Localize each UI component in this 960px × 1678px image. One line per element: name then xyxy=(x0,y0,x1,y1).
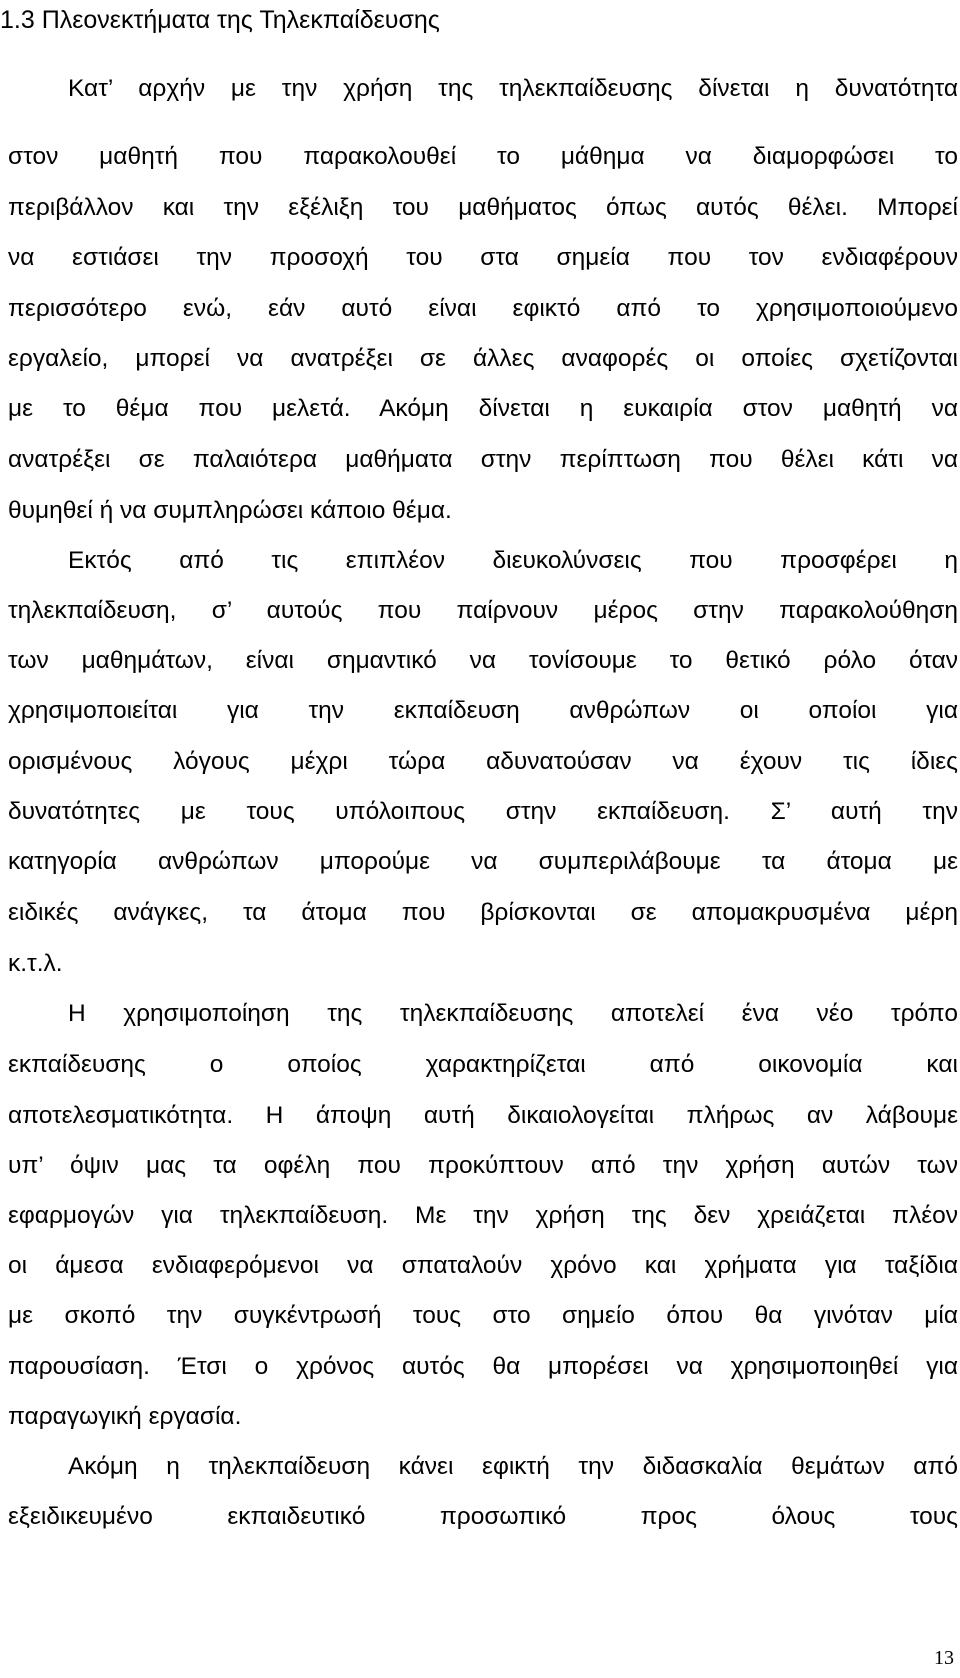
text-line: θυμηθεί ή να συμπληρώσει κάποιο θέμα. xyxy=(8,497,452,524)
text-line: αποτελεσματικότητα. Η άποψη αυτή δικαιολογείται πλήρως αν λάβουμε xyxy=(8,1102,958,1129)
text-line: κ.τ.λ. xyxy=(8,950,63,977)
text-line: εξειδικευμένο εκπαιδευτικό προσωπικό προς όλους τους xyxy=(8,1503,958,1530)
text-line: των μαθημάτων, είναι σημαντικό να τονίσουμε το θετικό ρόλο όταν xyxy=(8,647,958,674)
text-line: περισσότερο ενώ, εάν αυτό είναι εφικτό από το χρησιμοποιούμενο xyxy=(8,295,958,322)
text-line: παραγωγική εργασία. xyxy=(8,1403,242,1430)
text-line: να εστιάσει την προσοχή του στα σημεία που τον ενδιαφέρουν xyxy=(8,244,958,271)
text-line: ειδικές ανάγκες, τα άτομα που βρίσκονται σε απομακρυσμένα μέρη xyxy=(8,899,958,926)
text-line: ανατρέξει σε παλαιότερα μαθήματα στην περίπτωση που θέλει κάτι να xyxy=(8,446,958,473)
text-line: περιβάλλον και την εξέλιξη του μαθήματος όπως αυτός θέλει. Μπορεί xyxy=(8,194,958,221)
text-line: στον μαθητή που παρακολουθεί το μάθημα να διαμορφώσει το xyxy=(8,143,958,170)
text-line: Κατ’ αρχήν με την χρήση της τηλεκπαίδευσης δίνεται η δυνατότητα xyxy=(68,75,958,102)
text-line: τηλεκπαίδευση, σ’ αυτούς που παίρνουν μέρος στην παρακολούθηση xyxy=(8,597,958,624)
text-line: υπ’ όψιν μας τα οφέλη που προκύπτουν από την χρήση αυτών των xyxy=(8,1152,958,1179)
text-line: Ακόμη η τηλεκπαίδευση κάνει εφικτή την διδασκαλία θεμάτων από xyxy=(68,1453,958,1480)
text-line: ορισμένους λόγους μέχρι τώρα αδυνατούσαν να έχουν τις ίδιες xyxy=(8,748,958,775)
text-line: δυνατότητες με τους υπόλοιπους στην εκπαίδευση. Σ’ αυτή την xyxy=(8,798,958,825)
text-line: εκπαίδευσης ο οποίος χαρακτηρίζεται από οικονομία και xyxy=(8,1051,958,1078)
text-line: χρησιμοποιείται για την εκπαίδευση ανθρώπων οι οποίοι για xyxy=(8,697,958,724)
text-line: Εκτός από τις επιπλέον διευκολύνσεις που προσφέρει η xyxy=(68,547,958,574)
text-line: εργαλείο, μπορεί να ανατρέξει σε άλλες αναφορές οι οποίες σχετίζονται xyxy=(8,345,958,372)
text-line: εφαρμογών για τηλεκπαίδευση. Με την χρήση της δεν χρειάζεται πλέον xyxy=(8,1202,958,1229)
text-line: παρουσίαση. Έτσι ο χρόνος αυτός θα μπορέσει να χρησιμοποιηθεί για xyxy=(8,1353,958,1380)
text-line: με το θέμα που μελετά. Ακόμη δίνεται η ευκαιρία στον μαθητή να xyxy=(8,395,958,422)
text-line: Η χρησιμοποίηση της τηλεκπαίδευσης αποτελεί ένα νέο τρόπο xyxy=(68,1000,958,1027)
text-line: οι άμεσα ενδιαφερόμενοι να σπαταλούν χρόνο και χρήματα για ταξίδια xyxy=(8,1252,958,1279)
section-heading: 1.3 Πλεονεκτήματα της Τηλεκπαίδευσης xyxy=(0,6,440,34)
page-number: 13 xyxy=(934,1647,954,1669)
text-line: κατηγορία ανθρώπων μπορούμε να συμπεριλάβουμε τα άτομα με xyxy=(8,848,958,875)
text-line: με σκοπό την συγκέντρωσή τους στο σημείο όπου θα γινόταν μία xyxy=(8,1302,958,1329)
